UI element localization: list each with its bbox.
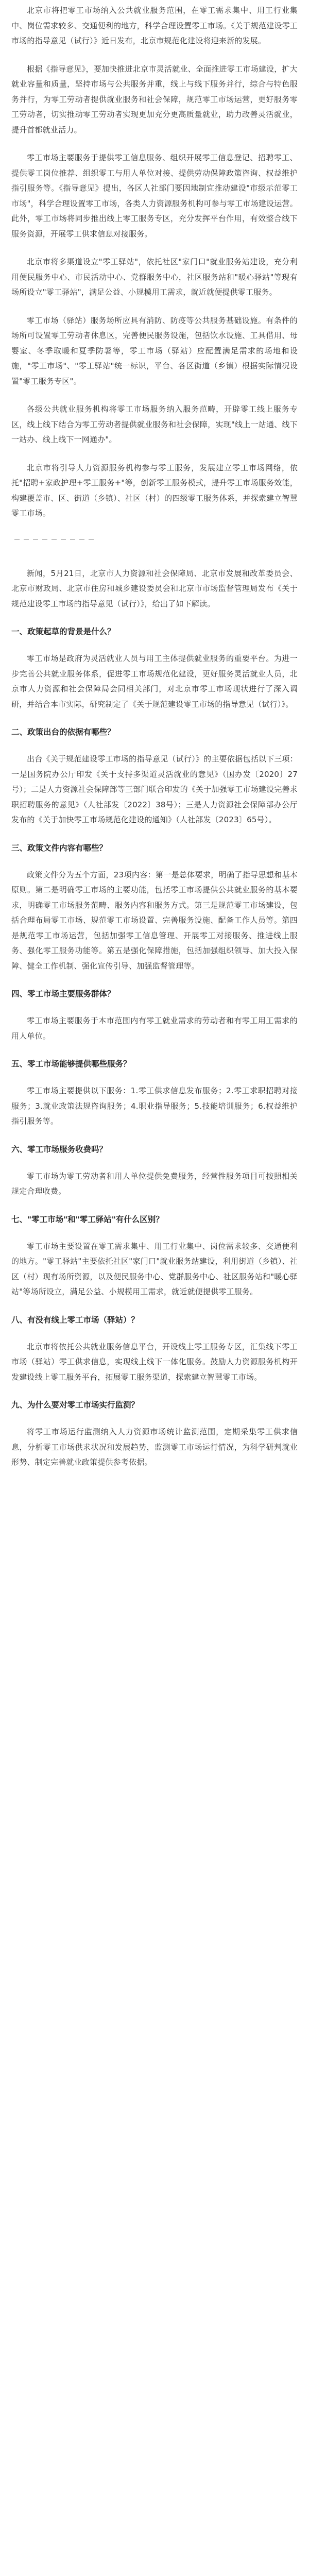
qa-question-4: 四、零工市场主要服务群体？ — [11, 989, 115, 998]
intro-paragraph-5: 零工市场（驿站）服务场所应具有消防、防疫等公共服务基础设施。有条件的场所可设置零工劳动者休息区，完善便民服务设施，包括饮水设施、工具借用、母婴室、冬季取暖和夏季防暑等，零工市场（驿站）应配置满足需求的场地和设施，"零工市场"、"零工驿站"统一标识，平台、各区街道（乡镇）根据实际情况设置"零工服务专区"。 — [11, 315, 298, 386]
qa-answer-3: 政策文件分为五个方面，23项内容：第一是总体要求，明确了指导思想和基本原则。第二是明确零工市场的主要功能，包括零工市场提供公共就业服务的基本要求，明确零工市场服务范畴、服务内容和服务方式。第三是规范零工市场建设，包括合理布局零工市场、规范零工市场设置、完善服务设施、配备工作人员等。第四是规范零工市场运营，包括加强零工信息管理、开展零工对接服务、推进线上服务、强化零工服务功能等。第五是强化保障措施，包括加强组织领导、加大投入保障、健全工作机制、强化宣传引导、加强监督管理等。 — [11, 870, 298, 971]
qa-answer-5: 零工市场主要提供以下服务：1.零工供求信息发布服务；2.零工求职招聘对接服务；3.就业政策法规咨询服务；4.职业指导服务；5.技能培训服务；6.权益维护指引服务等。 — [11, 1086, 298, 1126]
qa-answer-1: 零工市场是政府为灵活就业人员与用工主体提供就业服务的重要平台。为进一步完善公共就业服务体系，促进零工市场规范化建设，更好服务灵活就业人员，北京市人力资源和社会保障局会同相关部门，对北京市零工市场现状进行了深入调研，并结合本市实际，研究制定了《关于规范建设零工市场的指导意见（试行）》。 — [11, 654, 298, 709]
intro-paragraph-7: 北京市将引导人力资源服务机构参与零工服务，发展建立零工市场网络，依托"招聘+家政护理+零工服务+"等，创新零工服务模式，提升零工市场服务效能，构建覆盖市、区、街道（乡镇）、社区（村）的四级零工服务体系，并探索建立智慧零工市场。 — [11, 463, 298, 518]
intro-paragraph-6: 各级公共就业服务机构将零工市场服务纳入服务范畴，开辟零工线上服务专区，线上线下结合为零工劳动者提供就业服务和社会保障，实现"线上一站通、线下一站办、线上线下一网通办"。 — [11, 404, 298, 444]
intro-paragraph-1: 北京市将把零工市场纳入公共就业服务范围，在零工需求集中、用工行业集中、岗位需求较多、交通便利的地方，科学合理设置零工市场。《关于规范建设零工市场的指导意见（试行）》近日发布，北京市规范化建设将迎来新的发展。 — [11, 6, 298, 45]
qa-answer-9: 将零工市场运行监测纳入人力资源市场统计监测范围，定期采集零工供求信息，分析零工市场供求状况和发展趋势，监测零工市场运行情况，为科学研判就业形势、制定完善就业政策提供参考依据。 — [11, 1427, 298, 1467]
qa-question-3: 三、政策文件内容有哪些？ — [11, 843, 108, 853]
section-divider — [11, 534, 298, 546]
qa-question-6: 六、零工市场服务收费吗？ — [11, 1144, 108, 1154]
qa-question-2: 二、政策出台的依据有哪些？ — [11, 727, 115, 737]
qa-answer-6: 零工市场为零工劳动者和用人单位提供免费服务，经营性服务项目可按照相关规定合理收费。 — [11, 1171, 298, 1196]
qa-question-1: 一、政策起草的背景是什么？ — [11, 627, 115, 636]
intro-paragraph-4: 北京市将多渠道设立"零工驿站"，依托社区"家门口"就业服务站建设，充分利用便民服务中心、市民活动中心、党群服务中心，社区服务站和"暖心驿站"等现有场所设立"零工驿站"，满足公益、小规模用工需求，就近就便提供零工服务。 — [11, 257, 298, 297]
qa-answer-2: 出台《关于规范建设零工市场的指导意见（试行）》的主要依据包括以下三项：一是国务院办公厅印发《关于支持多渠道灵活就业的意见》（国办发〔2020〕27号）；二是人力资源社会保障部等三部门联合印发的《关于加强零工市场建设完善求职招聘服务的意见》（人社部发〔2022〕38号）；三是人力资源社会保障部办公厅发布的《关于加快零工市场规范化建设的通知》（人社部发〔2023〕65号）。 — [11, 754, 298, 824]
news-lead: 新闻，5月21日，北京市人力资源和社会保障局、北京市发展和改革委员会、北京市财政局、北京市住房和城乡建设委员会和北京市市场监督管理局发布《关于规范建设零工市场的指导意见（试行）》，给出了如下解读。 — [11, 568, 298, 608]
intro-paragraph-3: 零工市场主要服务于提供零工信息服务、组织开展零工信息登记、招聘零工、提供零工岗位推荐、组织零工与用人单位对接、提供劳动保障政策咨询、权益维护指引服务等。《指导意见》提出，各区人社部门要因地制宜推动建设"市级示范零工市场"，科学合理设置零工市场，各类人力资源服务机构可参与零工市场建设运营。此外，零工市场将同步推出线上零工服务专区，充分发挥平台作用，有效整合线下服务资源，开展零工供求信息对接服务。 — [11, 153, 298, 239]
qa-question-9: 九、为什么要对零工市场实行监测？ — [11, 1400, 140, 1410]
intro-paragraph-2: 根据《指导意见》，要加快推进北京市灵活就业、全面推进零工市场建设，扩大就业容量和质量，坚持市场与公共服务并重，线上与线下服务并行，综合与特色服务并行，为零工劳动者提供就业服务和社会保障，规范零工市场运营，更好服务零工劳动者，切实推动零工劳动者实现更加充分更高质量就业，助力改善灵活就业，提升首都就业活力。 — [11, 64, 298, 134]
qa-answer-8: 北京市将依托公共就业服务信息平台，开设线上零工服务专区，汇集线下零工市场（驿站）零工供求信息，实现线上线下一体化服务。鼓励人力资源服务机构开发建设线上零工服务平台，拓展零工服务渠道，探索建立智慧零工市场。 — [11, 1342, 298, 1382]
qa-question-7: 七、"零工市场"和"零工驿站"有什么区别？ — [11, 1214, 164, 1224]
qa-question-8: 八、有没有线上零工市场（驿站）？ — [11, 1315, 140, 1325]
qa-answer-7: 零工市场主要设置在零工需求集中、用工行业集中、岗位需求较多、交通便利的地方。"零工驿站"主要依托社区"家门口"就业服务站建设，利用街道（乡镇）、社区（村）现有场所资源，以及便民服务中心、党群服务中心、社区服务站和"暖心驿站"等场所设立，满足公益、小规模用工需求，就近就便提供零工服务。 — [11, 1241, 298, 1296]
qa-question-5: 五、零工市场能够提供哪些服务？ — [11, 1059, 131, 1069]
qa-answer-4: 零工市场主要服务于本市范围内有零工就业需求的劳动者和有零工用工需求的用人单位。 — [11, 1016, 298, 1041]
